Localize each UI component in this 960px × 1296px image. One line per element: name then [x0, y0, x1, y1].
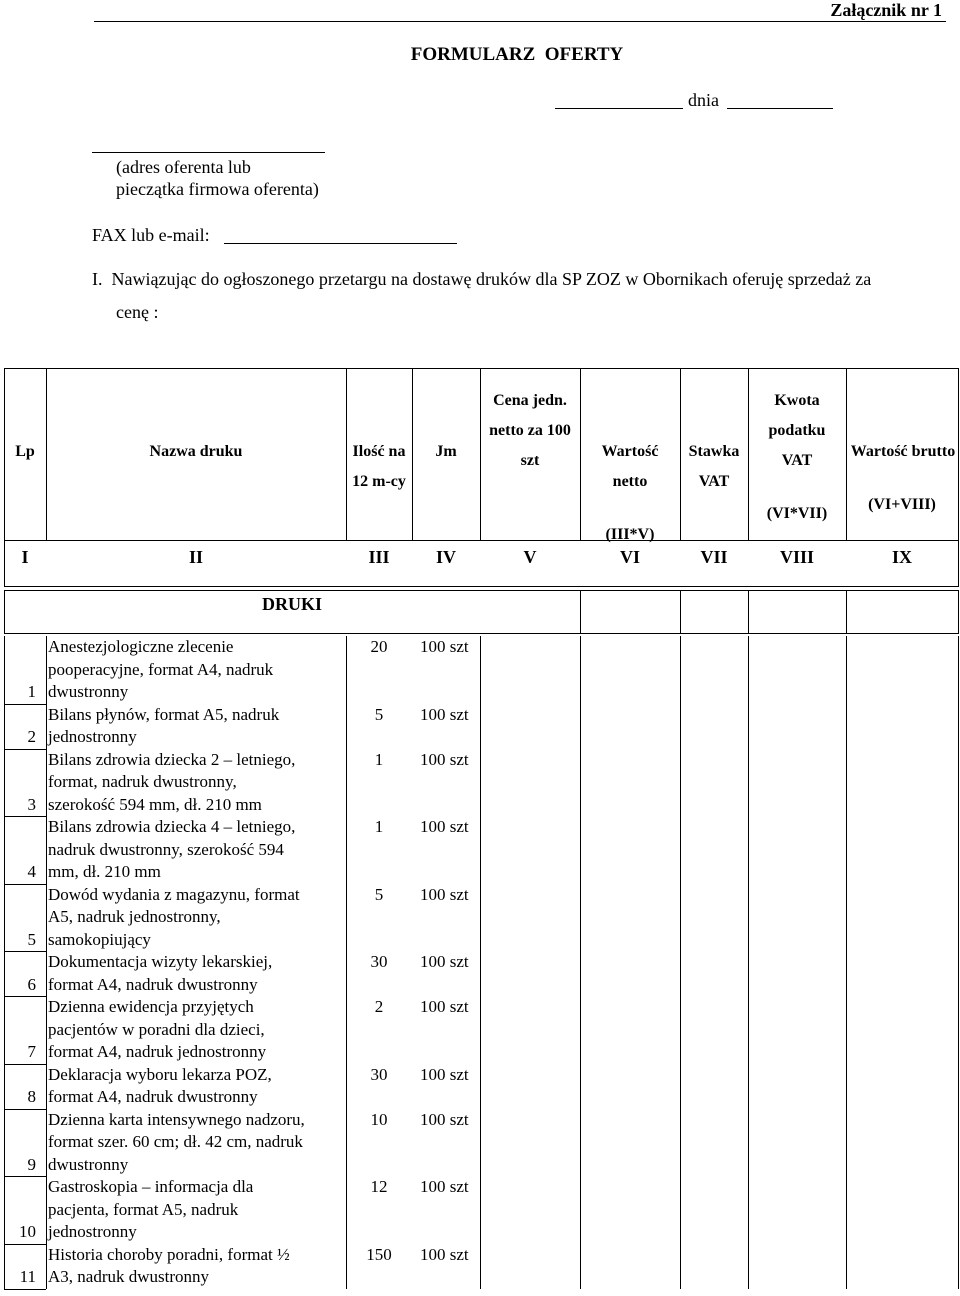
row-name-line: pooperacyjne, format A4, nadruk [48, 659, 274, 679]
row-name-line: Bilans płynów, format A5, nadruk [48, 704, 280, 724]
header-gross-1: Wartość brutto [850, 443, 956, 460]
row-separator [4, 996, 46, 997]
col-line [680, 590, 681, 633]
row-name-line: Dzienna ewidencja przyjętych [48, 997, 254, 1016]
row-name-line: jednostronny [48, 1222, 137, 1241]
row-lp: 4 [27, 862, 36, 881]
row-name-line: Dowód wydania z magazynu, format [48, 884, 300, 904]
col-line [846, 590, 847, 633]
section-top [4, 590, 959, 591]
roman-8: VIII [779, 547, 814, 567]
row-lp: 8 [27, 1087, 36, 1106]
col-line [580, 636, 581, 1289]
header-name: Nazwa druku [149, 443, 243, 460]
header-vat-rate-1: Stawka [688, 443, 740, 460]
row-separator [4, 884, 46, 885]
roman-4: IV [435, 547, 456, 567]
row-name-line: format szer. 60 cm; dł. 42 cm, nadruk [48, 1132, 303, 1151]
row-name-line: A3, nadruk dwustronny [48, 1267, 210, 1286]
top-rule [94, 21, 946, 22]
header-price-3: szt [520, 452, 540, 469]
roman-3: III [368, 547, 390, 567]
row-separator [4, 749, 46, 750]
col-line [580, 590, 581, 633]
col-line [748, 636, 749, 1289]
row-name-line: format, nadruk dwustronny, [48, 772, 237, 791]
row-separator [4, 816, 46, 817]
intro-line-2: cenę : [116, 302, 159, 322]
row-separator [4, 1244, 46, 1245]
row-qty: 30 [370, 1064, 388, 1084]
row-qty: 10 [370, 1109, 388, 1129]
row-name-line: Dzienna karta intensywnego nadzoru, [48, 1109, 305, 1129]
row-lp: 6 [27, 974, 36, 994]
section-bottom [4, 633, 959, 634]
row-qty: 2 [374, 997, 384, 1016]
row-separator [4, 951, 46, 952]
header-vat-amount-1: Kwota [774, 392, 820, 409]
col-line [46, 636, 47, 1289]
row-jm: 100 szt [420, 997, 469, 1016]
row-qty: 1 [374, 817, 384, 836]
row-name-line: Anestezjologiczne zlecenie [48, 637, 234, 656]
header-qty-1: Ilość na [352, 443, 406, 460]
row-lp: 7 [27, 1042, 36, 1061]
header-jm: Jm [435, 443, 457, 460]
row-lp: 5 [27, 929, 36, 949]
col-line [846, 636, 847, 1289]
roman-5: V [523, 547, 537, 567]
row-separator [4, 1289, 46, 1290]
row-qty: 150 [366, 1244, 392, 1264]
address-label-1: (adres oferenta lub [116, 157, 251, 177]
row-name-line: pacjenta, format A5, nadruk [48, 1199, 239, 1219]
date-label: dnia [688, 90, 719, 110]
row-lp: 2 [27, 727, 36, 746]
row-lp: 1 [27, 682, 36, 701]
col-line [958, 636, 959, 1289]
header-net-3: (III*V) [605, 526, 655, 543]
row-jm: 100 szt [420, 817, 469, 836]
row-name-line: dwustronny [48, 1154, 129, 1174]
row-separator [4, 1109, 46, 1110]
row-name-line: Historia choroby poradni, format ½ [48, 1244, 290, 1264]
row-name-line: samokopiujący [48, 929, 151, 949]
row-name-line: szerokość 594 mm, dł. 210 mm [48, 794, 262, 814]
roman-9: IX [891, 547, 912, 567]
date-blank-line-2 [727, 108, 833, 109]
row-separator [4, 704, 46, 705]
table-header-top [4, 368, 959, 369]
row-jm: 100 szt [420, 1177, 469, 1196]
header-vat-amount-2: podatku [768, 422, 826, 439]
attachment-label: Załącznik nr 1 [830, 0, 942, 20]
row-qty: 5 [374, 884, 384, 904]
row-name-line: Dokumentacja wizyty lekarskiej, [48, 952, 273, 971]
header-vat-amount-4: (VI*VII) [766, 505, 828, 522]
row-qty: 12 [370, 1177, 388, 1196]
roman-7: VII [700, 547, 728, 567]
row-name-line: format A4, nadruk jednostronny [48, 1042, 267, 1061]
row-qty: 30 [370, 952, 388, 971]
row-qty: 20 [370, 637, 388, 656]
row-name-line: nadruk dwustronny, szerokość 594 [48, 839, 284, 859]
row-jm: 100 szt [420, 884, 469, 904]
row-name-line: format A4, nadruk dwustronny [48, 974, 258, 994]
header-vat-amount-3: VAT [781, 452, 813, 469]
roman-1: I [21, 547, 29, 567]
row-name-line: dwustronny [48, 682, 129, 701]
col-line [480, 636, 481, 1289]
header-price-1: Cena jedn. [493, 392, 567, 409]
row-name-line: mm, dł. 210 mm [48, 862, 161, 881]
header-net-2: netto [612, 473, 648, 490]
row-name-line: Bilans zdrowia dziecka 4 – letniego, [48, 817, 296, 836]
row-jm: 100 szt [420, 952, 469, 971]
roman-row-bottom [4, 586, 959, 587]
row-name-line: Deklaracja wyboru lekarza POZ, [48, 1064, 272, 1084]
table-header-bottom [4, 540, 959, 541]
fax-blank-line [224, 243, 457, 244]
col-line [958, 590, 959, 633]
col-line [680, 636, 681, 1289]
row-name-line: A5, nadruk jednostronny, [48, 907, 221, 926]
row-qty: 1 [374, 749, 384, 769]
header-vat-rate-2: VAT [698, 473, 730, 490]
roman-6: VI [619, 547, 640, 567]
header-net-1: Wartość [601, 443, 659, 460]
row-lp: 10 [19, 1222, 36, 1241]
row-name-line: pacjentów w poradni dla dzieci, [48, 1019, 265, 1039]
section-label: DRUKI [261, 594, 322, 614]
row-name-line: jednostronny [48, 727, 137, 746]
date-blank-line [555, 108, 683, 109]
row-jm: 100 szt [420, 749, 469, 769]
row-name-line: format A4, nadruk dwustronny [48, 1087, 258, 1106]
row-jm: 100 szt [420, 704, 469, 724]
row-jm: 100 szt [420, 1244, 469, 1264]
row-jm: 100 szt [420, 1064, 469, 1084]
row-lp: 3 [27, 794, 36, 814]
row-jm: 100 szt [420, 637, 469, 656]
intro-line-1: I. Nawiązując do ogłoszonego przetargu na dostawę druków dla SP ZOZ w Obornikach oferuję sprzedaż za [92, 269, 872, 289]
row-lp: 11 [19, 1267, 36, 1286]
address-blank-line [92, 152, 325, 153]
header-lp: Lp [15, 443, 35, 460]
header-price-2: netto za 100 [489, 422, 571, 439]
row-separator [4, 1176, 46, 1177]
row-name-line: Gastroskopia – informacja dla [48, 1177, 254, 1196]
header-qty-2: 12 m-cy [352, 473, 406, 490]
roman-2: II [188, 547, 203, 567]
col-line [958, 368, 959, 586]
row-lp: 9 [27, 1154, 36, 1174]
header-gross-2: (VI+VIII) [868, 496, 936, 513]
address-label-2: pieczątka firmowa oferenta) [116, 179, 319, 199]
row-jm: 100 szt [420, 1109, 469, 1129]
fax-label: FAX lub e-mail: [92, 225, 210, 245]
row-name-line: Bilans zdrowia dziecka 2 – letniego, [48, 749, 296, 769]
row-separator [4, 1064, 46, 1065]
page-title: FORMULARZ OFERTY [410, 44, 624, 65]
col-line [748, 590, 749, 633]
row-qty: 5 [374, 704, 384, 724]
